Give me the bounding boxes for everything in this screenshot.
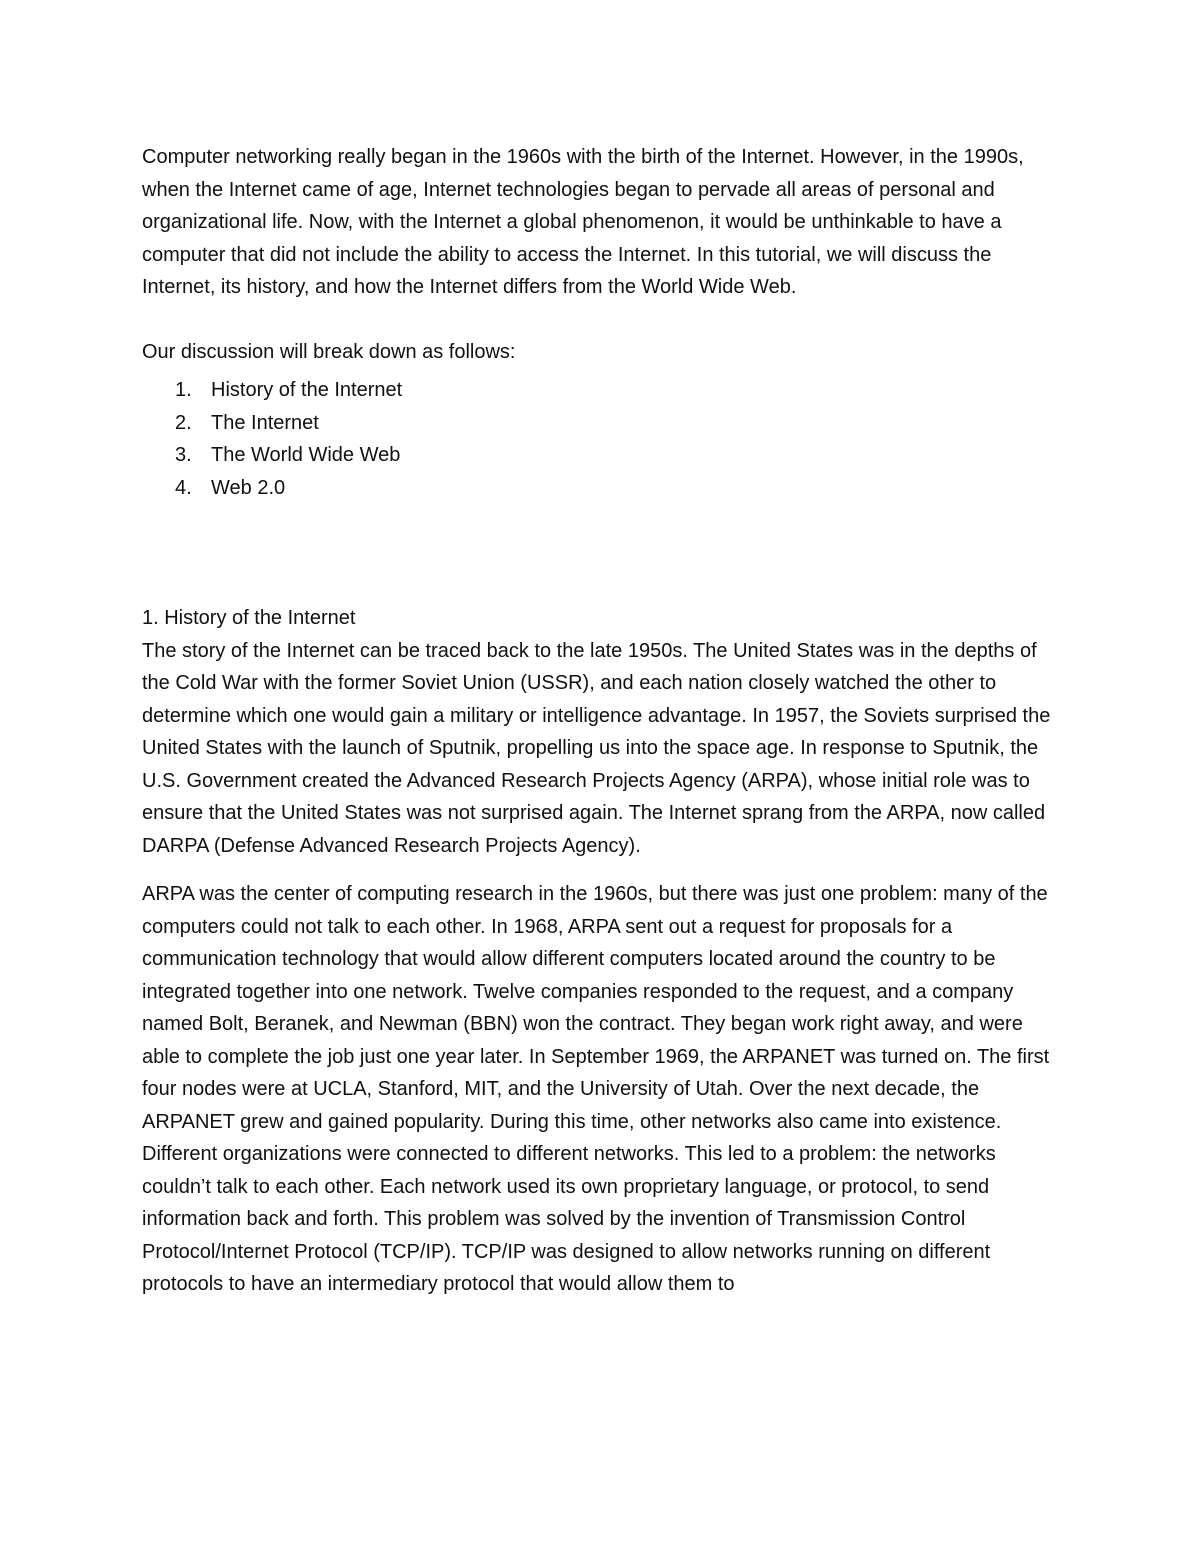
- history-paragraph-2: ARPA was the center of computing research in the 1960s, but there was just one problem: many of the computers could not talk to each other. In 1968, ARPA sent out a request for proposals for a communication technology that would allow different computers located around the country to be integrated together into one network. Twelve companies responded to the request, and a company named Bolt, Beranek, and Newman (BBN) won the contract. They began work right away, and were able to complete the job just one year later. In September 1969, the ARPANET was turned on. The first four nodes were at UCLA, Stanford, MIT, and the University of Utah. Over the next decade, the ARPANET grew and gained popularity. During this time, other networks also came into existence. Different organizations were connected to different networks. This led to a problem: the networks couldn’t talk to each other. Each network used its own proprietary language, or protocol, to send information back and forth. This problem was solved by the invention of Transmission Control Protocol/Internet Protocol (TCP/IP). TCP/IP was designed to allow networks running on different protocols to have an intermediary protocol that would allow them to: [142, 883, 1050, 1295]
- list-item: [142, 472, 1057, 505]
- section-heading: 1. History of the Internet: [142, 607, 356, 629]
- list-item-label: The Internet: [211, 411, 319, 434]
- list-item: [142, 374, 1057, 407]
- list-item: [142, 439, 1057, 472]
- discussion-lead: Our discussion will break down as follows:: [142, 340, 516, 363]
- list-item-label: History of the Internet: [211, 379, 403, 401]
- history-paragraph-1: The story of the Internet can be traced back to the late 1950s. The United States was in the depths of the Cold War with the former Soviet Union (USSR), and each nation closely watched the other to determine which one would gain a military or intelligence advantage. In 1957, the Soviets surprised the United States with the launch of Sputnik, propelling us into the space age. In response to Sputnik, the U.S. Government created the Advanced Research Projects Agency (ARPA), whose initial role was to ensure that the United States was not surprised again. The Internet sprang from the ARPA, now called DARPA (Defense Advanced Research Projects Agency).: [142, 639, 1051, 857]
- topic-list: [142, 374, 1057, 504]
- section-spacer: [142, 504, 1057, 602]
- list-item-number: 4.: [175, 476, 192, 499]
- list-item-number: 2.: [175, 411, 192, 434]
- list-item-label: The World Wide Web: [211, 444, 401, 466]
- list-item-label: Web 2.0: [211, 476, 286, 499]
- list-item-number: 3.: [175, 444, 192, 466]
- list-item: [142, 407, 1057, 440]
- list-item-number: 1.: [175, 379, 192, 401]
- document-body: [142, 141, 1057, 1301]
- intro-paragraph: Computer networking really began in the 1960s with the birth of the Internet. However, in the 1990s, when the Internet came of age, Internet technologies began to pervade all areas of personal and organizational life. Now, with the Internet a global phenomenon, it would be unthinkable to have a computer that did not include the ability to access the Internet. In this tutorial, we will discuss the Internet, its history, and how the Internet differs from the World Wide Web.: [142, 146, 1024, 298]
